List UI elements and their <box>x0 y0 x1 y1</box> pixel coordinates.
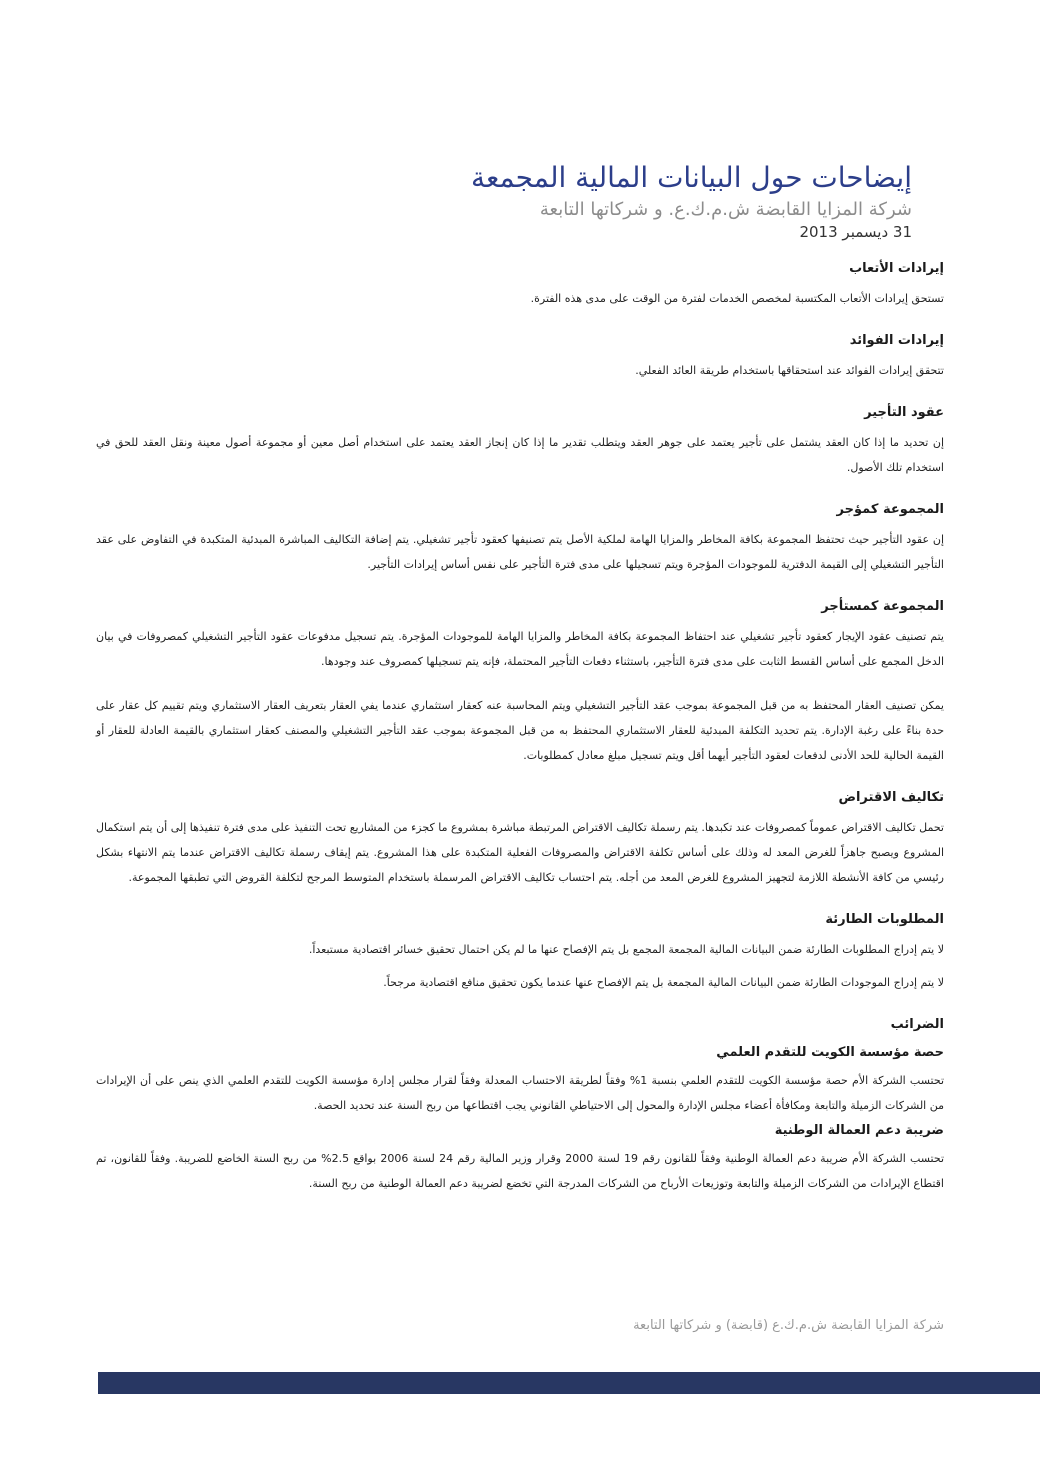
subsection-heading-nlst: ضريبة دعم العمالة الوطنية <box>774 1123 944 1138</box>
paragraph: إن عقود التأجير حيث تحتفظ المجموعة بكافة المخاطر والمزايا الهامة لملكية الأصل يتم تصنيفها كعقود تأجير تشغيلي. يتم إضافة التكاليف المباشرة المبدئية المتكبدة في التفاوض على عقد التأجير التشغيلي إلى القيمة الدفترية للموجودات المؤجرة ويتم تسجيلها على مدى فترة التأجير على نفس أساس إيرادات التأجير. <box>96 533 944 571</box>
document-body <box>96 258 944 1215</box>
section-fee-income <box>96 258 944 311</box>
paragraph: لا يتم إدراج المطلوبات الطارئة ضمن البيانات المالية المجمعة المجمع بل يتم الإفصاح عنها ما لم يكن احتمال تحقيق خسائر اقتصادية مستبعداً. <box>308 943 944 956</box>
paragraph: يمكن تصنيف العقار المحتفظ به من قبل المجموعة بموجب عقد التأجير التشغيلي ويتم المحاسبة عنه كعقار استثماري عندما يفي العقار بتعريف العقار الاستثماري ويتم تقييم كل عقار على حدة بناءً على رغبة الإدارة. يتم تحديد التكلفة المبدئية للعقار الاستثماري المحتفظ به من قبل المجموعة بموجب عقد التأجير التشغيلي والمصنف كعقار استثماري بالقيمة العادلة للعقار أو القيمة الحالية للحد الأدنى لدفعات لعقود التأجير أيهما أقل ويتم تسجيل مبلغ معادل كمطلوبات. <box>96 699 944 762</box>
paragraph: تتحقق إيرادات الفوائد عند استحقاقها باستخدام طريقة العائد الفعلي. <box>635 364 944 377</box>
section-heading: عقود التأجير <box>864 405 944 420</box>
section-borrowing-costs <box>96 787 944 890</box>
section-heading: المجموعة كمستأجر <box>821 599 944 614</box>
company-subtitle: شركة المزايا القابضة ش.م.ك.ع. و شركاتها التابعة <box>539 199 912 220</box>
section-heading: المطلوبات الطارئة <box>825 912 944 927</box>
paragraph: تحمل تكاليف الاقتراض عموماً كمصروفات عند تكبدها. يتم رسملة تكاليف الاقتراض المرتبطة مباشرة بمشروع ما كجزء من المشاريع تحت التنفيذ على مدى فترة تنفيذها إلى أن يتم استكمال المشروع ويصبح جاهزاً للغرض المعد له وذلك على أساس تكلفة الاقتراض والمصروفات الفعلية المتكبدة على هذا المشروع. يتم إيقاف رسملة تكاليف الاقتراض عندما يتم الانتهاء بشكل رئيسي من كافة الأنشطة اللازمة لتجهيز المشروع للغرض المعد من أجله. يتم احتساب تكاليف الاقتراض المرسملة باستخدام المتوسط المرجح لتكلفة القروض التي تطبقها المجموعة. <box>96 821 944 884</box>
section-group-as-lessor <box>96 499 944 577</box>
section-taxes <box>96 1014 944 1196</box>
document-header <box>152 160 912 242</box>
section-leases <box>96 402 944 480</box>
paragraph: تحتسب الشركة الأم حصة مؤسسة الكويت للتقدم العلمي بنسبة 1% وفقاً لطريقة الاحتساب المعدلة وفقاً لقرار مجلس إدارة مؤسسة الكويت للتقدم العلمي الذي ينص على أن الإيرادات من الشركات الزميلة والتابعة ومكافأة أعضاء مجلس الإدارة والمحول إلى الاحتياطي القانوني يجب اقتطاعها من ربح السنة عند تحديد الحصة. <box>96 1074 945 1112</box>
paragraph: تستحق إيرادات الأتعاب المكتسبة لمخصص الخدمات لفترة من الوقت على مدى هذه الفترة. <box>530 292 944 305</box>
section-heading: الضرائب <box>890 1017 944 1032</box>
subsection-heading-kfas: حصة مؤسسة الكويت للتقدم العلمي <box>716 1045 944 1060</box>
paragraph: تحتسب الشركة الأم ضريبة دعم العمالة الوطنية وفقاً للقانون رقم 19 لسنة 2000 وقرار وزير المالية رقم 24 لسنة 2006 بواقع 2.5% من ربح السنة الخاضع للضريبة. وفقاً للقانون، تم اقتطاع الإيرادات من الشركات الزميلة والتابعة وتوزيعات الأرباح من الشركات المدرجة التي تخضع لضريبة دعم العمالة الوطنية من ربح السنة. <box>96 1152 945 1190</box>
section-interest-income <box>96 330 944 383</box>
report-date: 31 ديسمبر 2013 <box>799 223 912 241</box>
paragraph: لا يتم إدراج الموجودات الطارئة ضمن البيانات المالية المجمعة بل يتم الإفصاح عنها عندما يكون تحقيق منافع اقتصادية مرجحاً. <box>383 976 944 989</box>
section-group-as-lessee <box>96 596 944 674</box>
paragraph: إن تحديد ما إذا كان العقد يشتمل على تأجير يعتمد على جوهر العقد ويتطلب تقدير ما إذا كان إنجاز العقد يعتمد على استخدام أصل معين أو مجموعة أصول معينة ونقل العقد للحق في استخدام تلك الأصول. <box>96 436 944 474</box>
section-heading: إيرادات الفوائد <box>849 333 944 348</box>
section-investment-property <box>96 693 944 768</box>
section-heading: تكاليف الاقتراض <box>838 790 944 805</box>
footer-bar <box>98 1372 1040 1394</box>
document-title: إيضاحات حول البيانات المالية المجمعة <box>470 161 912 194</box>
paragraph: يتم تصنيف عقود الإيجار كعقود تأجير تشغيلي عند احتفاظ المجموعة بكافة المخاطر والمزايا الهامة للموجودات المؤجرة. يتم تسجيل مدفوعات عقود التأجير التشغيلي كمصروفات في بيان الدخل المجمع على أساس القسط الثابت على مدى فترة التأجير، باستثناء دفعات التأجير المحتملة، فإنه يتم تسجيلها كمصروف عند وجودها. <box>96 630 944 668</box>
section-heading: إيرادات الأتعاب <box>849 261 944 276</box>
section-contingent-liabilities <box>96 909 944 995</box>
section-heading: المجموعة كمؤجر <box>836 502 944 517</box>
footer-company-name: شركة المزايا القابضة ش.م.ك.ع (قابضة) و شركاتها التابعة <box>633 1318 944 1333</box>
